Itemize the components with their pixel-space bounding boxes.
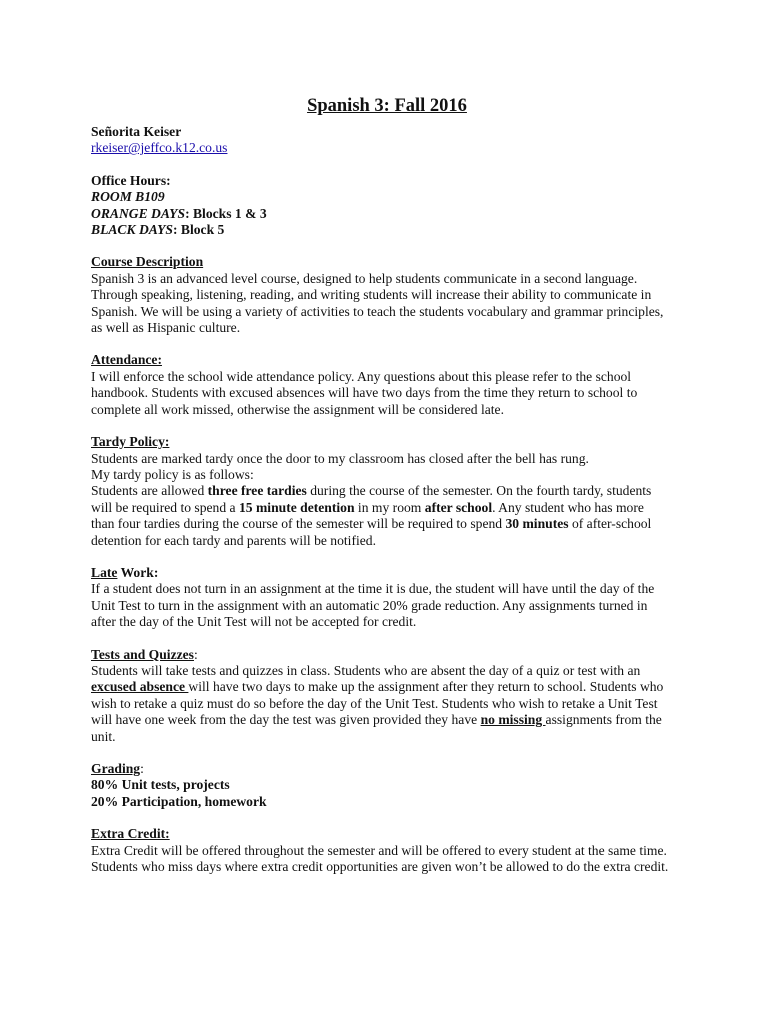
tardy-text: will be required to spend a <box>91 499 239 515</box>
late-work-heading-rest: Work: <box>117 564 159 580</box>
tests-quizzes-section <box>91 647 683 745</box>
tardy-text: in my room <box>354 499 425 515</box>
office-hours-heading: Office Hours: <box>91 172 171 188</box>
office-hours-section <box>91 173 683 239</box>
attendance-line: complete all work missed, otherwise the assignment will be considered late. <box>91 401 504 417</box>
grading-section <box>91 761 683 810</box>
document-title: Spanish 3: Fall 2016 <box>307 96 467 116</box>
grading-heading: Grading <box>91 761 141 776</box>
tardy-line: detention for each tardy and parents will be notified. <box>91 532 376 548</box>
tardy-line: Students are marked tardy once the door to my classroom has closed after the bell has rung. <box>91 450 589 466</box>
grading-heading-colon: : <box>140 761 144 776</box>
tardy-line <box>91 500 683 516</box>
tests-heading-line <box>91 647 683 663</box>
course-description-line: Spanish. We will be using a variety of activities to teach the students vocabulary and grammar principles, <box>91 303 664 319</box>
tests-heading-colon: : <box>193 646 198 662</box>
course-description-heading: Course Description <box>91 254 204 270</box>
extra-credit-heading: Extra Credit: <box>91 826 170 842</box>
excused-absence-emphasis: excused absence <box>91 679 189 695</box>
attendance-line: I will enforce the school wide attendance policy. Any questions about this please refer to the school <box>91 368 632 384</box>
attendance-heading: Attendance: <box>91 352 162 368</box>
tardy-text: than four tardies during the course of the semester will be required to spend <box>91 516 506 532</box>
thirty-minutes-emphasis: 30 minutes <box>505 516 569 532</box>
tardy-text: . Any student who has more <box>492 499 644 515</box>
grading-item: 80% Unit tests, projects <box>91 777 230 793</box>
late-work-section <box>91 565 683 631</box>
tests-line: wish to retake a quiz must do so before the day of the Unit Test. Students who wish to retake a Unit Test <box>91 695 658 711</box>
tests-heading: Tests and Quizzes <box>91 646 194 662</box>
detention-emphasis: 15 minute detention <box>238 499 355 515</box>
tardy-line <box>91 516 683 532</box>
tests-line: unit. <box>91 728 116 744</box>
late-work-line: after the day of the Unit Test will not be accepted for credit. <box>91 614 417 630</box>
course-description-line: Spanish 3 is an advanced level course, designed to help students communicate in a second language. <box>91 270 638 286</box>
tests-text: will have one week from the day the test was given provided they have <box>91 712 481 728</box>
orange-days-label: ORANGE DAYS <box>91 205 186 221</box>
course-description-line: as well as Hispanic culture. <box>91 320 241 336</box>
tardy-text: during the course of the semester. On the fourth tardy, students <box>306 483 652 499</box>
tardy-text: Students are allowed <box>91 483 208 499</box>
syllabus-body <box>91 96 683 875</box>
orange-days-value: : Blocks 1 & 3 <box>185 205 267 221</box>
tardy-policy-section <box>91 434 683 549</box>
black-days-value: : Block 5 <box>172 222 225 238</box>
attendance-line: handbook. Students with excused absences will have two days from the time they return to school to <box>91 385 638 401</box>
extra-credit-section <box>91 826 683 875</box>
tardy-text: of after-school <box>568 516 652 532</box>
tardy-policy-heading: Tardy Policy: <box>91 434 170 450</box>
extra-credit-line: Students who miss days where extra credit opportunities are given won’t be allowed to do the extra credit. <box>91 859 669 875</box>
black-days-label: BLACK DAYS <box>91 222 173 238</box>
course-description-section <box>91 254 683 336</box>
teacher-name: Señorita Keiser <box>91 124 182 139</box>
extra-credit-line: Extra Credit will be offered throughout the semester and will be offered to every student at the same time. <box>91 842 667 858</box>
late-work-heading-underlined: Late <box>91 564 118 580</box>
grading-item: 20% Participation, homework <box>91 793 267 809</box>
tests-text: assignments from the <box>545 712 662 728</box>
after-school-emphasis: after school <box>424 499 493 515</box>
attendance-section <box>91 352 683 418</box>
office-room: ROOM B109 <box>91 189 165 205</box>
tests-line <box>91 679 683 695</box>
tests-line <box>91 712 683 728</box>
late-work-line: If a student does not turn in an assignment at the time it is due, the student will have until the day of the <box>91 581 655 597</box>
teacher-email-link[interactable]: rkeiser@jeffco.k12.co.us <box>91 140 228 156</box>
free-tardies-emphasis: three free tardies <box>207 483 307 499</box>
tests-line: Students will take tests and quizzes in class. Students who are absent the day of a quiz or test with an <box>91 662 641 678</box>
late-work-heading <box>91 565 683 581</box>
grading-heading-line <box>91 761 683 777</box>
course-description-line: Through speaking, listening, reading, and writing students will increase their ability to communicate in <box>91 287 652 303</box>
tardy-line <box>91 483 683 499</box>
late-work-line: Unit Test to turn in the assignment with an automatic 20% grade reduction. Any assignments turned in <box>91 597 648 613</box>
no-missing-emphasis: no missing <box>480 712 546 728</box>
tardy-line: My tardy policy is as follows: <box>91 466 254 482</box>
tests-text: will have two days to make up the assignment after they return to school. Students who <box>188 679 664 695</box>
